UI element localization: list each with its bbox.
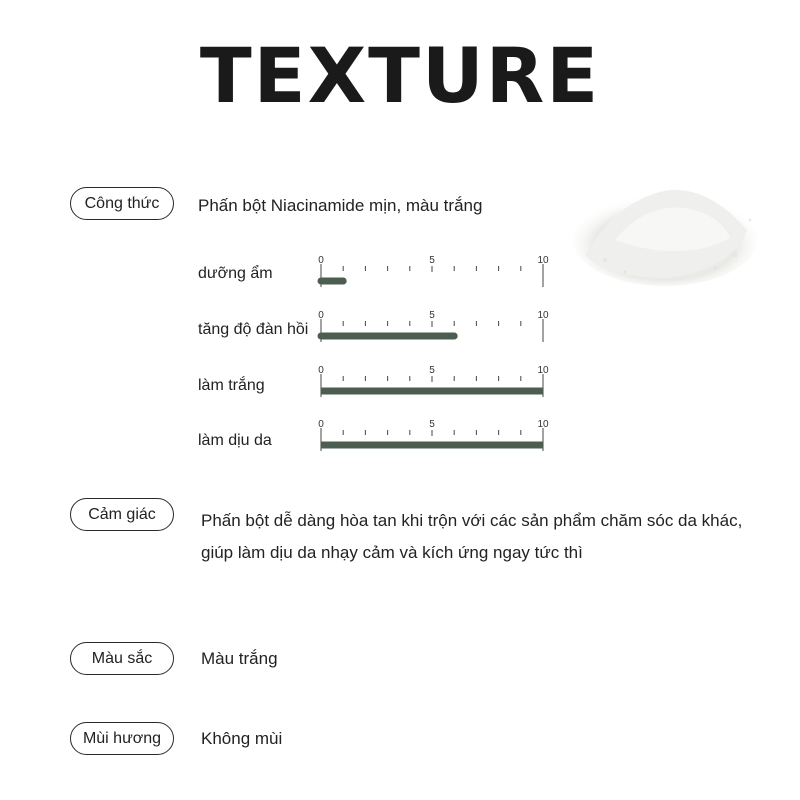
metric-scale xyxy=(316,362,552,402)
scale-tick-label: 10 xyxy=(537,419,549,430)
powder-image xyxy=(565,160,765,300)
scale-tick-label: 5 xyxy=(429,365,435,376)
metric-scale xyxy=(316,252,552,292)
scale-tick-label: 0 xyxy=(318,419,324,430)
metric-scale xyxy=(316,307,552,347)
scale-tick-label: 10 xyxy=(537,365,549,376)
metric-scale xyxy=(316,416,552,456)
scale-tick-label: 10 xyxy=(537,310,549,321)
scale-svg xyxy=(316,252,552,292)
metric-label: tăng độ đàn hồi xyxy=(198,321,309,338)
feel-description: Phấn bột dễ dàng hòa tan khi trộn với các sản phẩm chăm sóc da khác, giúp làm dịu da nhạy cảm và kích ứng ngay tức thì xyxy=(201,511,743,562)
scale-tick-label: 0 xyxy=(318,310,324,321)
formula-description: Phấn bột Niacinamide mịn, màu trắng xyxy=(198,196,483,215)
metric-label: làm trắng xyxy=(198,377,265,394)
metric-label: dưỡng ẩm xyxy=(198,265,273,282)
scale-tick-label: 0 xyxy=(318,365,324,376)
scale-svg xyxy=(316,307,552,347)
scent-description: Không mùi xyxy=(201,729,283,748)
scale-tick-label: 5 xyxy=(429,310,435,321)
scale-tick-label: 0 xyxy=(318,255,324,266)
label-cong-thuc: Công thức xyxy=(70,187,174,220)
scale-tick-label: 10 xyxy=(537,255,549,266)
scale-tick-label: 5 xyxy=(429,255,435,266)
scale-svg xyxy=(316,362,552,402)
color-description: Màu trắng xyxy=(201,649,278,668)
scale-svg xyxy=(316,416,552,456)
label-cam-giac: Cảm giác xyxy=(70,498,174,531)
scale-tick-label: 5 xyxy=(429,419,435,430)
label-mui-huong: Mùi hương xyxy=(70,722,174,755)
page-title: TEXTURE xyxy=(199,31,601,120)
label-mau-sac: Màu sắc xyxy=(70,642,174,675)
metric-label: làm dịu da xyxy=(198,432,272,449)
